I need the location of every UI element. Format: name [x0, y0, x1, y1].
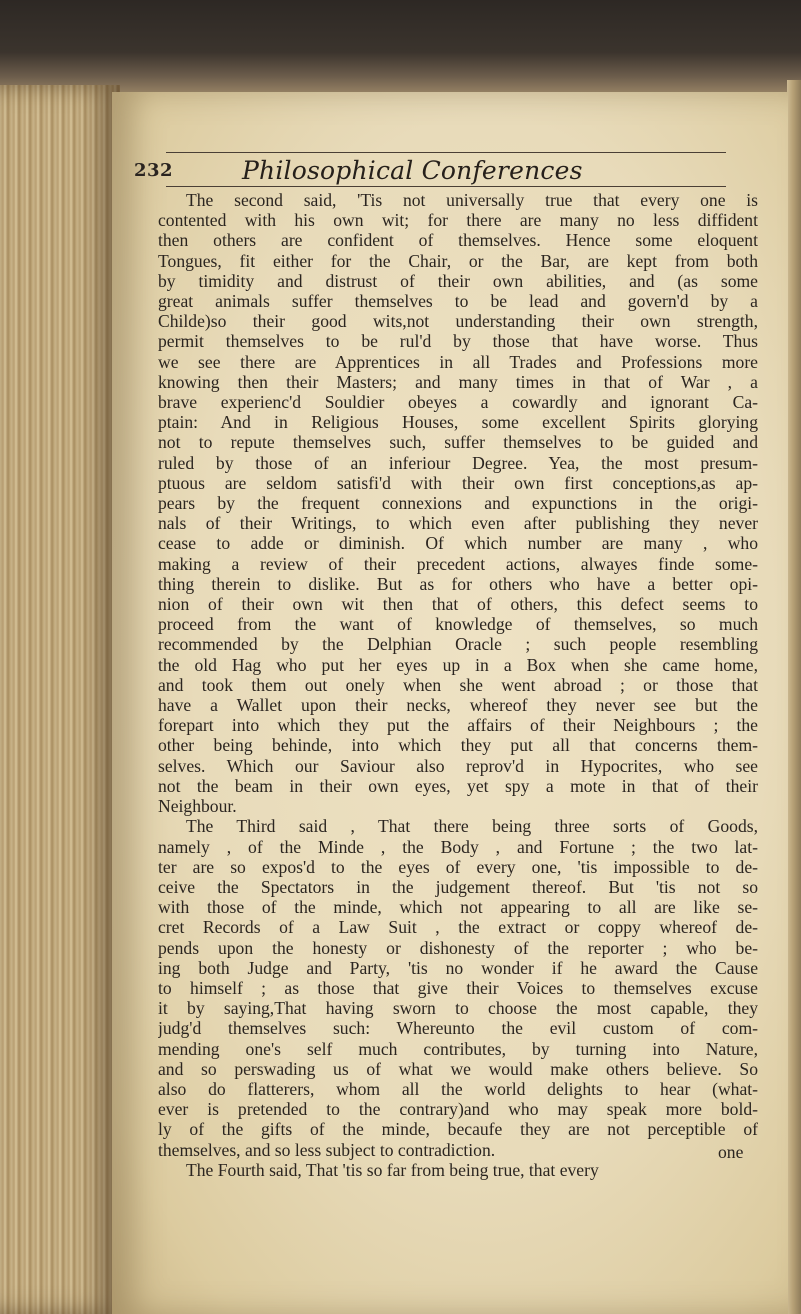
text-line: great animals suffer themselves to be lead and govern'd by a: [158, 291, 758, 312]
text-line: the old Hag who put her eyes up in a Box when she came home,: [158, 654, 758, 675]
text-line: cease to adde or diminish. Of which number are many , who: [158, 533, 758, 554]
text-line: and took them out onely when she went abroad ; or those that: [158, 674, 758, 695]
catchword: one: [718, 1142, 744, 1162]
text-line: selves. Which our Saviour also reprov'd in Hypocrites, who see: [158, 755, 758, 776]
text-line: permit themselves to be rul'd by those that have worse. Thus: [158, 331, 758, 352]
text-line: mending one's self much contributes, by turning into Nature,: [158, 1038, 758, 1059]
text-line: knowing then their Masters; and many times in that of War , a: [158, 371, 758, 392]
binding-shadow: [0, 0, 801, 95]
text-line: The second said, 'Tis not universally true that every one is: [186, 190, 758, 210]
text-line: ly of the gifts of the minde, becaufe they are not perceptible of: [158, 1119, 758, 1140]
header-rule-top: [166, 152, 726, 153]
text-line: not to repute themselves such, suffer themselves to be guided and: [158, 432, 758, 453]
text-line: we see there are Apprentices in all Trades and Professions more: [158, 351, 758, 372]
text-line: have a Wallet upon their necks, whereof they never see but the: [158, 695, 758, 716]
text-line: to himself ; as those that give their Voices to themselves excuse: [158, 977, 758, 998]
text-line: also do flatterers, whom all the world delights to hear (what-: [158, 1078, 758, 1099]
text-line: by timidity and distrust of their own abilities, and (as some: [158, 270, 758, 291]
text-line: contented with his own wit; for there are many no less diffident: [158, 210, 758, 231]
body-text: [158, 190, 758, 1180]
text-line: namely , of the Minde , the Body , and Fortune ; the two lat-: [158, 836, 758, 857]
text-line: The Third said , That there being three sorts of Goods,: [186, 816, 758, 837]
text-line: pears by the frequent connexions and expunctions in the origi-: [158, 493, 758, 514]
text-line: The Fourth said, That 'tis so far from being true, that every: [186, 1159, 599, 1180]
text-line: recommended by the Delphian Oracle ; such people resembling: [158, 634, 758, 655]
text-line: cret Records of a Law Suit , the extract or coppy whereof de-: [158, 917, 758, 938]
text-line: ruled by those of an inferiour Degree. Yea, the most presum-: [158, 452, 758, 473]
text-line: thing therein to dislike. But as for others who have a better opi-: [158, 573, 758, 594]
text-line: judg'd themselves such: Whereunto the evil custom of com-: [158, 1018, 758, 1039]
text-line: Tongues, fit either for the Chair, or the Bar, are kept from both: [158, 250, 758, 271]
text-line: Childe)so their good wits,not understanding their own strength,: [158, 311, 758, 332]
page-edge: [787, 80, 801, 1314]
text-line: brave experienc'd Souldier obeyes a cowardly and ignorant Ca-: [158, 392, 758, 413]
running-head: Philosophical Conferences: [242, 156, 583, 185]
text-line: ing both Judge and Party, 'tis no wonder if he award the Cause: [158, 957, 758, 978]
text-line: ever is pretended to the contrary)and who may speak more bold-: [158, 1099, 758, 1120]
text-line: forepart into which they put the affairs of their Neighbours ; the: [158, 715, 758, 736]
text-line: ptuous are seldom satisfi'd with their own first conceptions,as ap-: [158, 472, 758, 493]
header-rule-bottom: [166, 186, 726, 187]
text-line: ceive the Spectators in the judgement thereof. But 'tis not so: [158, 876, 758, 897]
text-line: ter are so expos'd to the eyes of every one, 'tis impossible to de-: [158, 856, 758, 877]
text-line: ptain: And in Religious Houses, some excellent Spirits glorying: [158, 412, 758, 433]
book-spine: [0, 85, 120, 1314]
text-line: with those of the minde, which not appearing to all are like se-: [158, 897, 758, 918]
text-line: themselves, and so less subject to contradiction.: [158, 1139, 496, 1160]
text-line: proceed from the want of knowledge of themselves, so much: [158, 614, 758, 635]
text-line: it by saying,That having sworn to choose the most capable, they: [158, 998, 758, 1019]
text-line: pends upon the honesty or dishonesty of the reporter ; who be-: [158, 937, 758, 958]
text-line: making a review of their precedent actions, alwayes finde some-: [158, 553, 758, 574]
text-line: then others are confident of themselves. Hence some eloquent: [158, 230, 758, 251]
text-line: nion of their own wit then that of others, this defect seems to: [158, 594, 758, 615]
text-line: nals of their Writings, to which even after publishing they never: [158, 513, 758, 534]
text-line: other being behinde, into which they put all that concerns them-: [158, 735, 758, 756]
text-line: and so perswading us of what we would make others believe. So: [158, 1058, 758, 1079]
page-number: 232: [134, 160, 174, 181]
text-line: not the beam in their own eyes, yet spy a mote in that of their: [158, 775, 758, 796]
text-line: Neighbour.: [158, 796, 237, 817]
